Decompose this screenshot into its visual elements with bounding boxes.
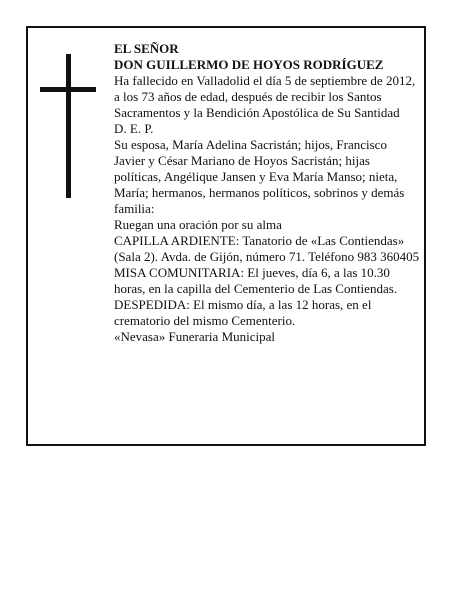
mass-details: MISA COMUNITARIA: El jueves, día 6, a las 10.30 horas, en la capilla del Cementerio de Las Contiendas. [114, 265, 398, 296]
chapel-details: CAPILLA ARDIENTE: Tanatorio de «Las Contiendas» (Sala 2). Avda. de Gijón, número 71. Teléfono 983 360405 [114, 233, 420, 264]
prayer-request: Ruegan una oración por su alma [114, 217, 282, 232]
cross-horizontal-bar [40, 87, 96, 92]
death-announcement: Ha fallecido en Valladolid el día 5 de septiembre de 2012, a los 73 años de edad, después de recibir los Santos Sacramentos y la Bendición Apostólica de Su Santidad [114, 73, 416, 120]
cross-vertical-bar [66, 54, 71, 198]
title-line: EL SEÑOR [114, 41, 179, 56]
funeral-home: «Nevasa» Funeraria Municipal [114, 329, 276, 344]
obituary-notice [26, 26, 426, 446]
latin-cross-icon [40, 54, 96, 198]
obituary-text [114, 41, 420, 345]
deceased-name: DON GUILLERMO DE HOYOS RODRÍGUEZ [114, 57, 384, 72]
farewell-details: DESPEDIDA: El mismo día, a las 12 horas, en el crematorio del mismo Cementerio. [114, 297, 372, 328]
family-list: Su esposa, María Adelina Sacristán; hijos, Francisco Javier y César Mariano de Hoyos Sacristán; hijas políticas, Angélique Jansen y Eva María Manso; nieta, María; hermanos, hermanos políticos, sobrinos y demás familia: [114, 137, 405, 216]
rip-line: D. E. P. [114, 121, 154, 136]
